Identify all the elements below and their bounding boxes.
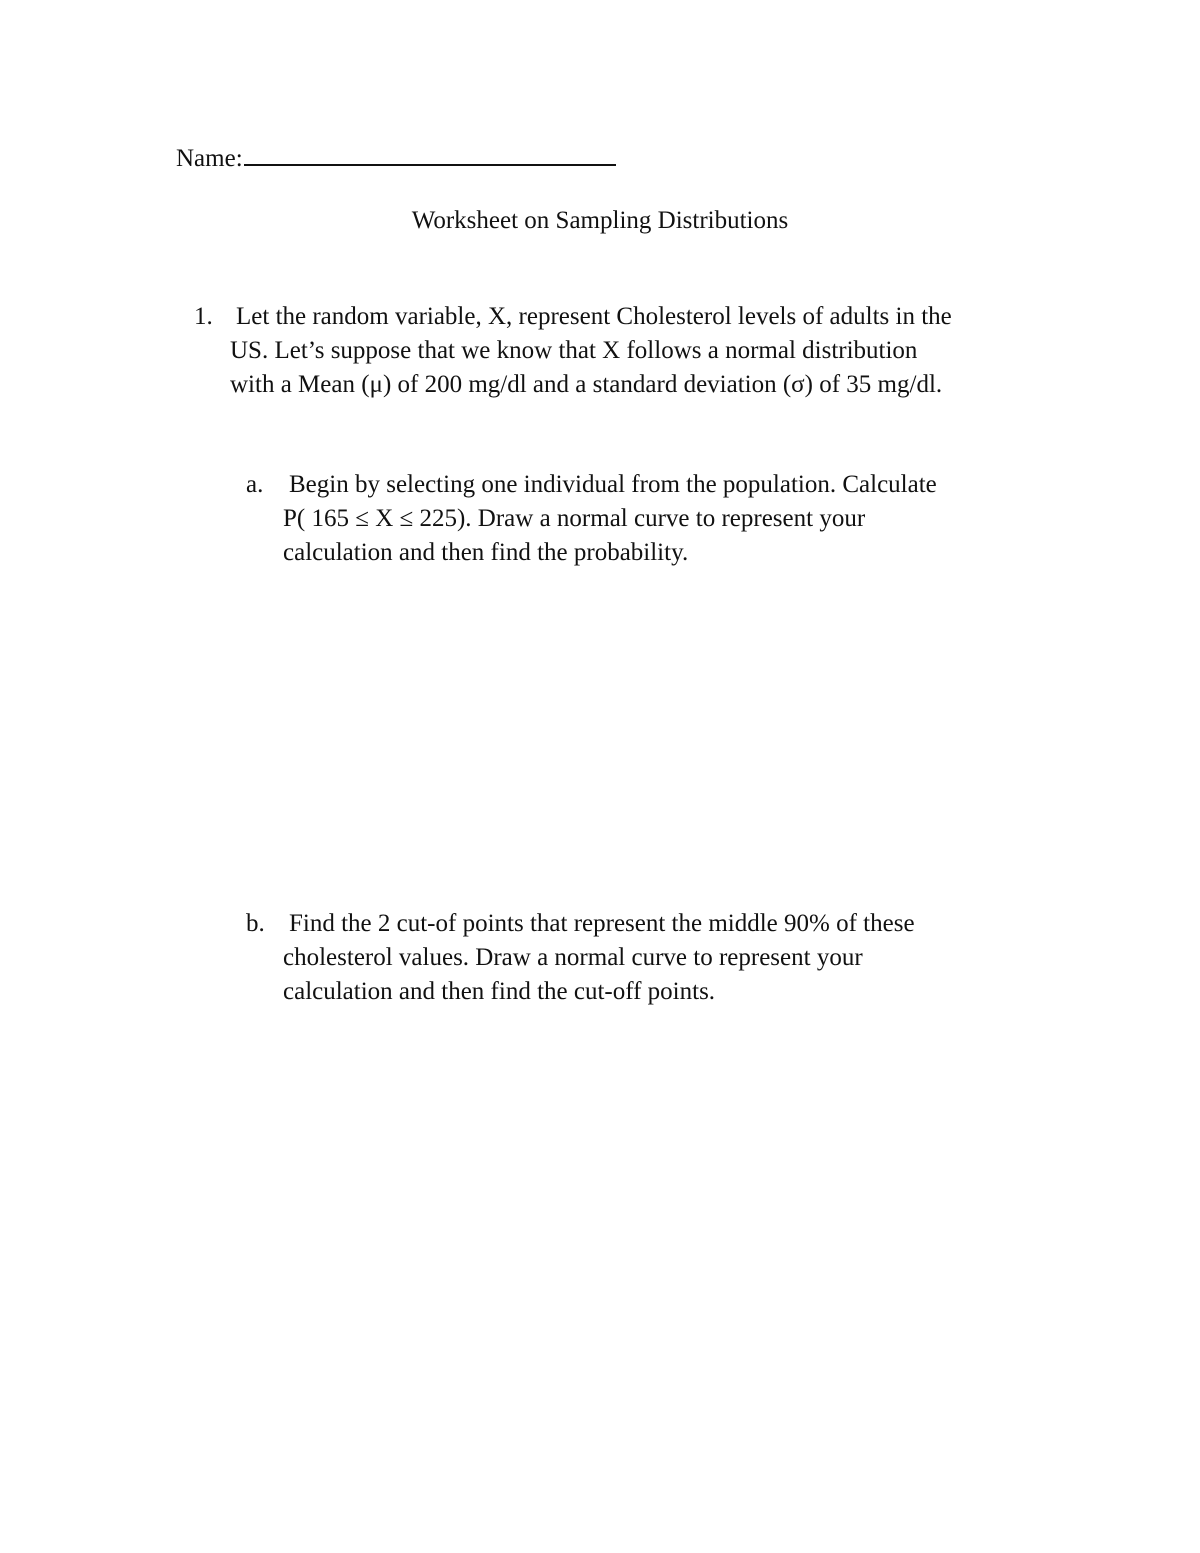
- part-b-line: Find the 2 cut-of points that represent the middle 90% of these: [289, 910, 915, 937]
- question-1-line: Let the random variable, X, represent Cholesterol levels of adults in the: [236, 303, 952, 330]
- name-label: Name:: [176, 145, 243, 172]
- worksheet-title: Worksheet on Sampling Distributions: [411, 207, 789, 234]
- name-blank-line[interactable]: [244, 142, 616, 166]
- part-b-text: [283, 907, 1043, 1009]
- question-1-text: [230, 300, 1050, 402]
- question-1-line: with a Mean (μ) of 200 mg/dl and a standard deviation (σ) of 35 mg/dl.: [230, 371, 943, 398]
- question-1-line: US. Let’s suppose that we know that X follows a normal distribution: [230, 337, 918, 364]
- name-field: [176, 142, 616, 175]
- part-a-text: [283, 468, 1043, 570]
- part-a-line: calculation and then find the probability.: [283, 539, 689, 566]
- question-1-number: 1.: [194, 303, 213, 330]
- part-a-line: P( 165 ≤ X ≤ 225). Draw a normal curve to represent your: [283, 505, 866, 532]
- part-b-line: cholesterol values. Draw a normal curve to represent your: [283, 944, 863, 971]
- part-a-letter: a.: [246, 471, 264, 498]
- part-b-letter: b.: [246, 910, 265, 937]
- part-b-line: calculation and then find the cut-off points.: [283, 978, 716, 1005]
- part-a-line: Begin by selecting one individual from the population. Calculate: [289, 471, 937, 498]
